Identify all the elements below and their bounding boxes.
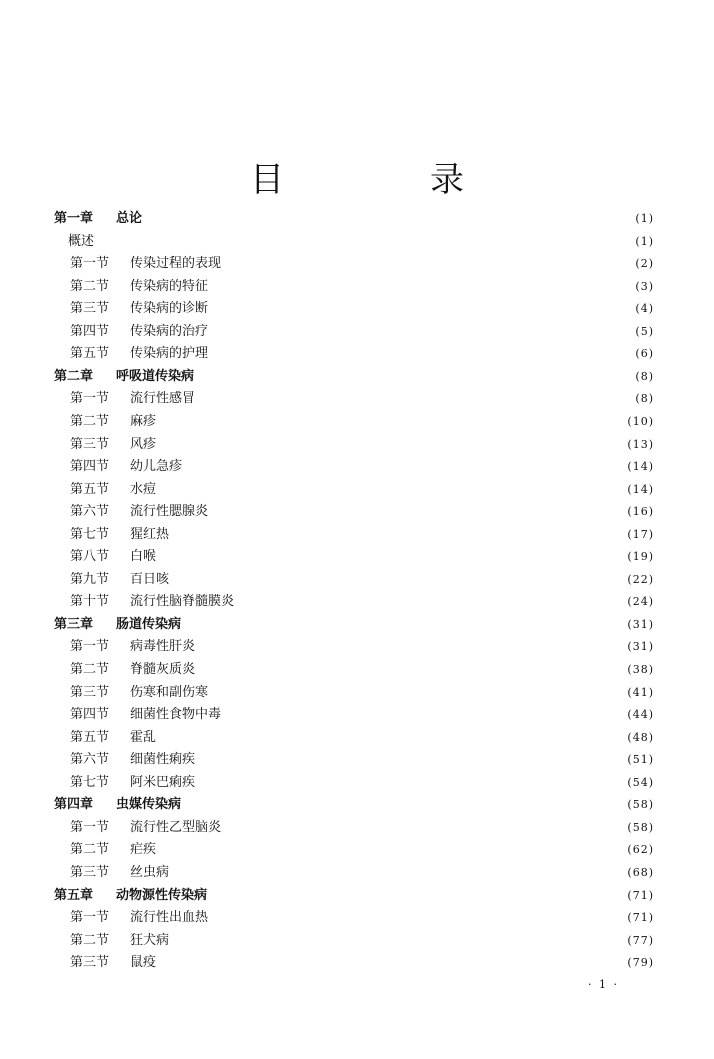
toc-entry-number: 第六节 [70, 752, 110, 768]
toc-entry-page: (62) [627, 843, 654, 857]
toc-entry-title: 动物源性传染病 [116, 887, 208, 903]
dot-leader [159, 952, 618, 974]
toc-entry-number: 第五章 [54, 887, 94, 903]
toc-chapter-entry [54, 366, 654, 388]
dot-leader [211, 321, 618, 343]
toc-entry-page: (22) [627, 572, 654, 586]
toc-entry-number: 第八节 [70, 549, 110, 565]
toc-entry-number: 第一节 [70, 256, 110, 272]
dot-leader [172, 569, 618, 591]
toc-section-entry [70, 659, 654, 681]
dot-leader [159, 479, 618, 501]
dot-leader [211, 343, 618, 365]
toc-entry-title: 猩红热 [130, 526, 170, 542]
toc-entry-number: 第一节 [70, 639, 110, 655]
toc-entry-page: (5) [635, 324, 654, 338]
dot-leader [237, 591, 618, 613]
toc-entry-title: 脊髓灰质炎 [130, 662, 196, 677]
dot-leader [159, 727, 618, 749]
toc-entry-page: (58) [627, 820, 654, 834]
toc-entry-page: (14) [627, 482, 654, 496]
toc-entry-title: 幼儿急疹 [130, 459, 183, 475]
toc-section-entry [70, 952, 654, 974]
toc-entry-page: (31) [627, 640, 654, 654]
toc-entry-title: 麻疹 [130, 413, 157, 429]
toc-entry-page: (24) [627, 595, 654, 609]
toc-entry-page: (8) [635, 369, 654, 383]
toc-entry-title: 丝虫病 [130, 864, 170, 880]
toc-entry-number: 第一节 [70, 391, 110, 407]
dot-leader [159, 434, 618, 456]
dot-leader [211, 682, 618, 704]
toc-chapter-entry [54, 794, 654, 816]
toc-section-entry [70, 569, 654, 591]
toc-section-entry [70, 749, 654, 771]
toc-section-entry [70, 907, 654, 929]
toc-entry-number: 第五节 [70, 729, 110, 745]
toc-entry-page: (6) [635, 347, 654, 361]
toc-section-entry [70, 321, 654, 343]
toc-section-entry [70, 276, 654, 298]
toc-entry-page: (68) [627, 865, 654, 879]
toc-entry-title: 流行性感冒 [130, 391, 196, 407]
toc-entry-number: 第二章 [54, 368, 94, 384]
toc-section-entry [70, 388, 654, 410]
toc-entry-page: (13) [627, 437, 654, 451]
dot-leader [211, 276, 618, 298]
toc-entry-page: (1) [635, 234, 654, 248]
dot-leader [197, 366, 618, 388]
toc-section-entry [70, 591, 654, 613]
dot-leader [198, 749, 618, 771]
toc-entry-number: 第三章 [54, 616, 94, 632]
dot-leader [210, 885, 618, 907]
toc-section-entry [70, 862, 654, 884]
toc-entry-title: 肠道传染病 [116, 616, 182, 632]
toc-entry-number: 第五节 [70, 346, 110, 362]
toc-entry-title: 细菌性痢疾 [130, 752, 196, 768]
toc-section-entry [70, 839, 654, 861]
toc-entry-title: 流行性脑脊髓膜炎 [130, 594, 235, 610]
toc-entry-page: (19) [627, 550, 654, 564]
toc-entry-title: 呼吸道传染病 [116, 368, 195, 384]
toc-entry-page: (14) [627, 460, 654, 474]
toc-entry-title: 伤寒和副伤寒 [130, 684, 209, 700]
toc-entry-number: 第六节 [70, 504, 110, 520]
toc-entry-title: 传染病的治疗 [130, 323, 209, 339]
toc-entry-title: 疟疾 [130, 842, 157, 858]
toc-entry-title: 水痘 [130, 481, 157, 497]
toc-entry-title: 传染病的诊断 [130, 301, 209, 317]
toc-entry-number: 第七节 [70, 526, 110, 542]
dot-leader [159, 411, 618, 433]
dot-leader [198, 636, 618, 658]
dot-leader [172, 930, 618, 952]
toc-entry-page: (71) [627, 888, 654, 902]
toc-section-entry [70, 727, 654, 749]
toc-entry-page: (51) [627, 753, 654, 767]
toc-entry-number: 第四节 [70, 707, 110, 723]
toc-entry-title: 传染病的特征 [130, 278, 209, 294]
toc-entry-number: 第三节 [70, 436, 110, 452]
toc-entry-number: 第十节 [70, 594, 110, 610]
toc-section-entry [70, 682, 654, 704]
toc-section-entry [70, 930, 654, 952]
toc-entry-page: (58) [627, 798, 654, 812]
toc-entry-number: 第二节 [70, 932, 110, 948]
toc-entry-number: 第三节 [70, 864, 110, 880]
dot-leader [172, 862, 618, 884]
toc-entry-number: 第一节 [70, 819, 110, 835]
toc-overview-entry [68, 231, 654, 253]
toc-entry-page: (41) [627, 685, 654, 699]
toc-entry-title: 传染过程的表现 [130, 256, 222, 272]
toc-section-entry [70, 253, 654, 275]
toc-section-entry [70, 479, 654, 501]
toc-entry-page: (44) [627, 708, 654, 722]
toc-entry-number: 第二节 [70, 413, 110, 429]
toc-section-entry [70, 636, 654, 658]
toc-section-entry [70, 343, 654, 365]
dot-leader [145, 208, 618, 230]
toc-entry-page: (2) [635, 257, 654, 271]
toc-entry-page: (10) [627, 414, 654, 428]
toc-entry-title: 阿米巴痢疾 [130, 774, 196, 790]
toc-entry-title: 鼠疫 [130, 955, 157, 971]
toc-entry-page: (77) [627, 933, 654, 947]
toc-entry-page: (54) [627, 775, 654, 789]
toc-entry-number: 第四章 [54, 797, 94, 813]
toc-entry-title: 流行性乙型脑炎 [130, 819, 222, 835]
toc-entry-page: (17) [627, 527, 654, 541]
toc-entry-page: (8) [635, 392, 654, 406]
toc-entry-title: 总论 [116, 211, 143, 226]
toc-entry-title: 风疹 [130, 436, 157, 452]
toc-entry-number: 第三节 [70, 955, 110, 971]
dot-leader [185, 456, 618, 478]
toc-chapter-entry [54, 614, 654, 636]
toc-entry-page: (79) [627, 956, 654, 970]
toc-section-entry [70, 772, 654, 794]
toc-entry-title: 狂犬病 [130, 932, 170, 948]
toc-entry-page: (48) [627, 730, 654, 744]
dot-leader [211, 907, 618, 929]
toc-entry-title: 霍乱 [130, 729, 157, 745]
toc-entry-title: 传染病的护理 [130, 346, 209, 362]
toc-entry-number: 第七节 [70, 774, 110, 790]
dot-leader [198, 388, 618, 410]
toc-section-entry [70, 501, 654, 523]
dot-leader [224, 704, 618, 726]
toc-section-entry [70, 411, 654, 433]
toc-section-entry [70, 817, 654, 839]
toc-entry-number: 第四节 [70, 323, 110, 339]
toc-section-entry [70, 704, 654, 726]
toc-section-entry [70, 298, 654, 320]
toc-entry-title: 细菌性食物中毒 [130, 707, 222, 723]
toc-entry-page: (31) [627, 617, 654, 631]
toc-entry-title: 概述 [68, 233, 95, 249]
toc-entry-title: 白喉 [130, 549, 157, 565]
toc-entry-title: 流行性出血热 [130, 910, 209, 926]
dot-leader [224, 253, 618, 275]
toc-section-entry [70, 524, 654, 546]
toc-section-entry [70, 546, 654, 568]
toc-entry-number: 第五节 [70, 481, 110, 497]
toc-entry-number: 第三节 [70, 684, 110, 700]
toc-chapter-entry [54, 208, 654, 230]
dot-leader [211, 298, 618, 320]
toc-chapter-entry [54, 885, 654, 907]
toc-section-entry [70, 456, 654, 478]
toc-entry-number: 第一节 [70, 910, 110, 926]
page-title: 目 录 [250, 160, 520, 200]
toc-entry-page: (38) [627, 663, 654, 676]
dot-leader [184, 794, 618, 816]
dot-leader [172, 524, 618, 546]
toc-entry-page: (71) [627, 911, 654, 925]
toc-entry-title: 百日咳 [130, 571, 170, 587]
toc-entry-number: 第一章 [54, 211, 94, 226]
toc-entry-number: 第二节 [70, 278, 110, 294]
toc-entry-number: 第九节 [70, 571, 110, 587]
dot-leader [198, 659, 618, 681]
dot-leader [184, 614, 618, 636]
dot-leader [159, 839, 618, 861]
toc-section-entry [70, 434, 654, 456]
dot-leader [97, 231, 618, 253]
dot-leader [159, 546, 618, 568]
dot-leader [224, 817, 618, 839]
page-number: · 1 · [588, 978, 619, 991]
dot-leader [198, 772, 618, 794]
toc-entry-title: 虫媒传染病 [116, 797, 182, 813]
toc-entry-page: (4) [635, 302, 654, 316]
toc-entry-title: 病毒性肝炎 [130, 639, 196, 655]
dot-leader [211, 501, 618, 523]
toc-entry-title: 流行性腮腺炎 [130, 504, 209, 520]
toc-entry-number: 第二节 [70, 662, 110, 677]
toc-entry-page: (1) [635, 212, 654, 225]
toc-entry-page: (16) [627, 505, 654, 519]
toc-entry-number: 第二节 [70, 842, 110, 858]
toc-entry-number: 第三节 [70, 301, 110, 317]
toc-entry-number: 第四节 [70, 459, 110, 475]
toc-entry-page: (3) [635, 279, 654, 293]
